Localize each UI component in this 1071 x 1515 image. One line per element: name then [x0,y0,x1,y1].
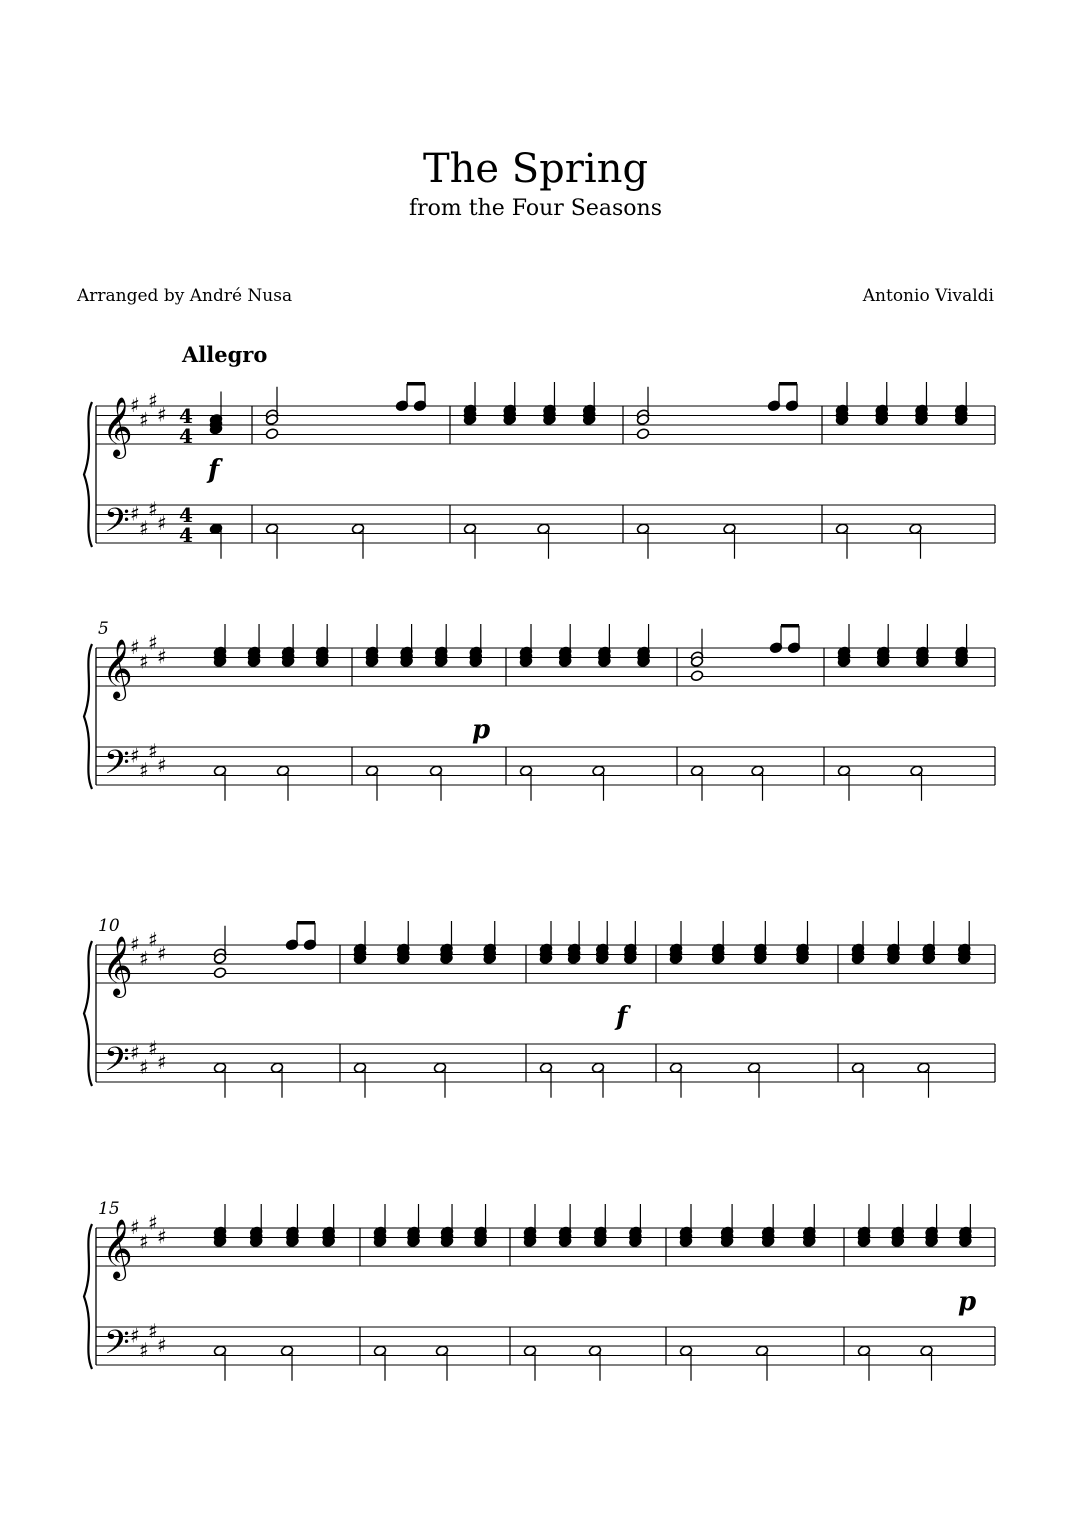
key-signature-sharp: ♯ [139,946,149,971]
time-signature-top: 4 [179,404,193,428]
bass-clef-icon: 𝄢 [104,502,130,548]
key-signature-sharp: ♯ [139,757,149,782]
treble-chord-notehead [265,428,278,440]
key-signature-sharp: ♯ [139,1337,149,1362]
score-system [84,382,995,559]
key-signature-sharp: ♯ [148,927,158,952]
treble-clef-icon: 𝄞 [102,936,133,996]
measure-number: 15 [98,1199,120,1219]
time-signature-bottom: 4 [179,523,193,547]
dynamic-forte: f [616,1002,628,1032]
tempo-marking: Allegro [182,342,268,367]
key-signature-sharp: ♯ [157,941,167,966]
key-signature-sharp: ♯ [148,630,158,655]
bass-clef-icon: 𝄢 [104,1324,130,1370]
key-signature-sharp: ♯ [130,501,140,526]
key-signature-sharp: ♯ [157,511,167,535]
arranger-credit: Arranged by André Nusa [77,286,293,306]
key-signature-sharp: ♯ [157,753,167,777]
key-signature-sharp: ♯ [130,1215,140,1239]
key-signature-sharp: ♯ [148,1035,158,1060]
key-signature-sharp: ♯ [139,515,149,540]
score-subtitle: from the Four Seasons [409,196,662,221]
key-signature-sharp: ♯ [148,388,158,413]
key-signature-sharp: ♯ [148,1318,158,1343]
key-signature-sharp: ♯ [157,402,167,427]
bass-clef-icon: 𝄢 [104,744,130,790]
key-signature-sharp: ♯ [130,1323,140,1348]
dynamic-piano: p [472,715,491,745]
measure-number: 5 [98,619,109,639]
key-signature-sharp: ♯ [130,1040,140,1065]
time-signature-bottom: 4 [179,424,193,448]
score-title: The Spring [422,146,649,192]
brace [84,402,92,547]
key-signature-sharp: ♯ [157,644,167,669]
treble-chord-notehead [690,670,703,682]
composer-credit: Antonio Vivaldi [862,286,994,306]
treble-chord-notehead [213,967,226,979]
key-signature-sharp: ♯ [130,393,140,417]
score-system [84,1199,995,1381]
key-signature-sharp: ♯ [139,1229,149,1254]
key-signature-sharp: ♯ [148,496,158,521]
key-signature-sharp: ♯ [130,635,140,659]
key-signature-sharp: ♯ [157,1050,167,1074]
key-signature-sharp: ♯ [130,932,140,956]
treble-clef-icon: 𝄞 [102,397,133,457]
treble-chord-notehead [636,428,649,440]
dynamic-forte: f [208,455,220,485]
key-signature-sharp: ♯ [157,1333,167,1357]
time-signature-top: 4 [179,503,193,527]
key-signature-sharp: ♯ [148,738,158,763]
score-system [84,619,995,801]
brace [84,644,92,789]
dynamic-piano: p [958,1287,977,1317]
treble-clef-icon: 𝄞 [102,1219,133,1279]
key-signature-sharp: ♯ [139,407,149,432]
treble-clef-icon: 𝄞 [102,639,133,699]
key-signature-sharp: ♯ [157,1224,167,1249]
brace [84,941,92,1086]
brace [84,1224,92,1369]
score-system [84,916,995,1098]
key-signature-sharp: ♯ [130,743,140,768]
key-signature-sharp: ♯ [148,1210,158,1235]
bass-clef-icon: 𝄢 [104,1041,130,1087]
key-signature-sharp: ♯ [139,649,149,674]
key-signature-sharp: ♯ [139,1054,149,1079]
measure-number: 10 [98,916,120,936]
